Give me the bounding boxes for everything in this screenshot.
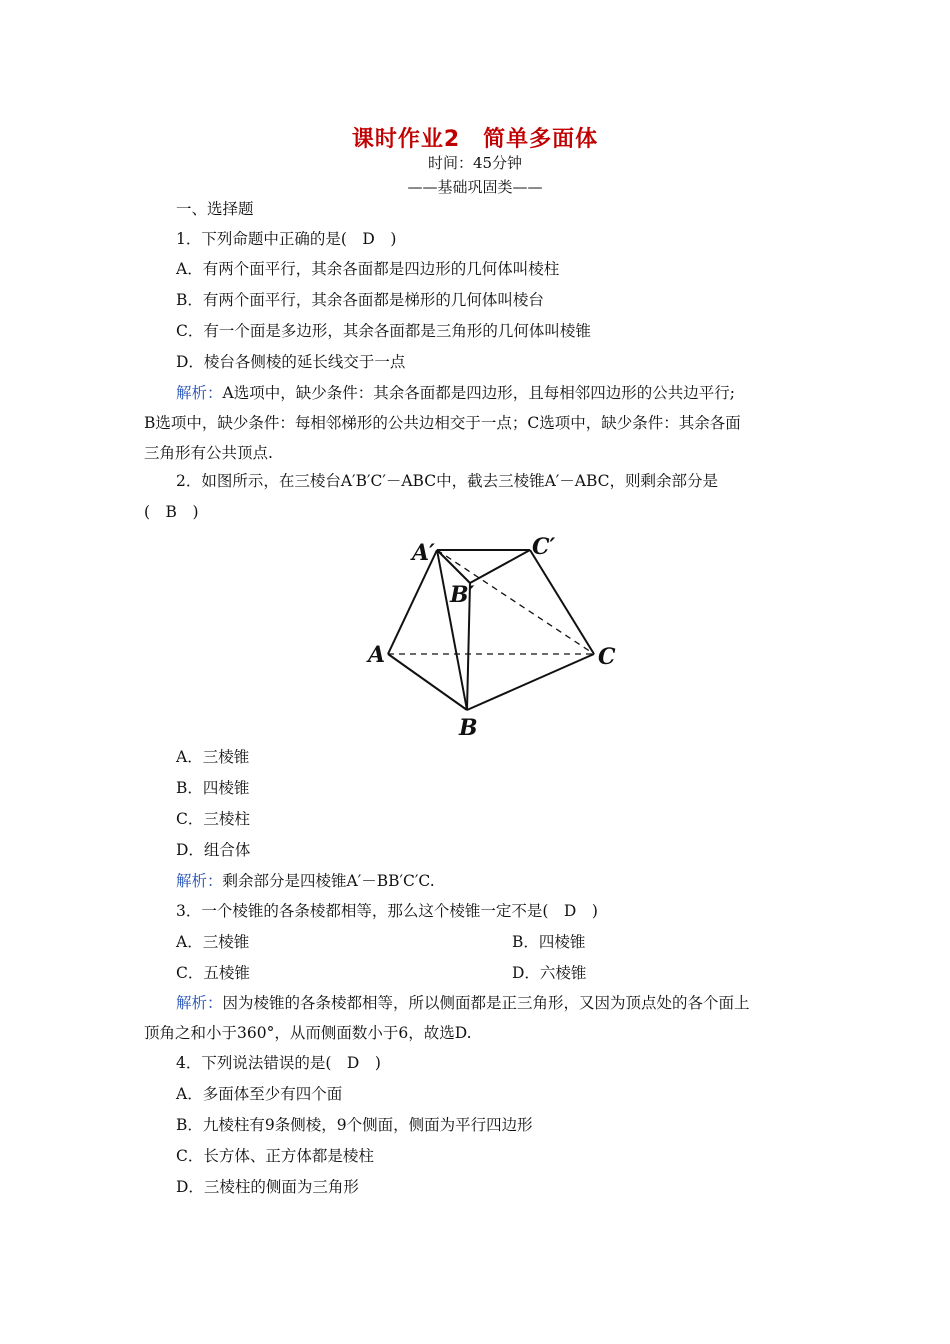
label-b: B [459, 715, 478, 740]
q4-option-c: C．长方体、正方体都是棱柱 [176, 1147, 374, 1165]
q2-stem-line-1: 2．如图所示，在三棱台A′B′C′－ABC中，截去三棱锥A′－ABC，则剩余部分是 [176, 472, 719, 490]
time-limit: 时间：45分钟 [427, 154, 523, 172]
q2-analysis-line [176, 870, 435, 892]
q1-option-b: B．有两个面平行，其余各面都是梯形的几何体叫棱台 [176, 291, 544, 309]
edge-a-b [388, 654, 467, 710]
label-c1: C′ [532, 534, 556, 560]
q2-option-b: B．四棱锥 [176, 779, 250, 797]
section-heading: ——基础巩固类—— [407, 178, 543, 196]
q2-stem-line-2: ( B ) [144, 503, 199, 521]
q2-option-a: A．三棱锥 [176, 748, 250, 766]
q1-analysis-line-3: 三角形有公共顶点. [144, 444, 273, 462]
edge-c1-c [530, 550, 594, 654]
q3-analysis-line-2: 顶角之和小于360°，从而侧面数小于6，故选D. [144, 1024, 472, 1042]
frustum-diagram [360, 530, 630, 740]
q1-stem: 1．下列命题中正确的是( D ) [176, 230, 397, 248]
q1-option-d: D．棱台各侧棱的延长线交于一点 [176, 353, 406, 371]
q4-option-b: B．九棱柱有9条侧棱，9个侧面，侧面为平行四边形 [176, 1116, 533, 1134]
label-c: C [598, 644, 616, 670]
q3-stem: 3．一个棱锥的各条棱都相等，那么这个棱锥一定不是( D ) [176, 902, 598, 920]
q4-stem: 4．下列说法错误的是( D ) [176, 1054, 381, 1072]
edge-a1-b [437, 550, 467, 710]
q4-option-a: A．多面体至少有四个面 [176, 1085, 343, 1103]
analysis-label: 解析： [176, 872, 223, 890]
q1-analysis-text-1: A选项中，缺少条件：其余各面都是四边形，且每相邻四边形的公共边平行; [222, 384, 735, 402]
analysis-label: 解析： [176, 994, 223, 1012]
q3-option-b: B．四棱锥 [512, 933, 586, 951]
q3-option-c: C．五棱锥 [176, 964, 250, 982]
q3-analysis-line-1 [176, 992, 750, 1014]
q4-option-d: D．三棱柱的侧面为三角形 [176, 1178, 359, 1196]
q3-option-a: A．三棱锥 [176, 933, 250, 951]
part-heading: 一、选择题 [176, 200, 254, 218]
analysis-label: 解析： [176, 384, 223, 402]
q3-analysis-text-1: 因为棱锥的各条棱都相等，所以侧面都是正三角形，又因为顶点处的各个面上 [222, 994, 750, 1012]
q1-analysis-line-1 [176, 382, 735, 404]
page-title: 课时作业2 简单多面体 [351, 127, 599, 152]
q1-option-c: C．有一个面是多边形，其余各面都是三角形的几何体叫棱锥 [176, 322, 591, 340]
frustum-figure [360, 530, 630, 740]
label-b1: B′ [450, 582, 475, 608]
q1-option-a: A．有两个面平行，其余各面都是四边形的几何体叫棱柱 [176, 260, 560, 278]
q1-analysis-line-2: B选项中，缺少条件：每相邻梯形的公共边相交于一点；C选项中，缺少条件：其余各面 [144, 414, 741, 432]
label-a1: A′ [412, 540, 435, 566]
edge-b-c [467, 654, 594, 710]
q3-option-d: D．六棱锥 [512, 964, 587, 982]
label-a: A [368, 642, 386, 668]
q2-option-c: C．三棱柱 [176, 810, 250, 828]
edge-c1-b1 [470, 550, 530, 583]
q2-analysis-text: 剩余部分是四棱锥A′－BB′C′C. [222, 872, 435, 890]
q2-option-d: D．组合体 [176, 841, 251, 859]
